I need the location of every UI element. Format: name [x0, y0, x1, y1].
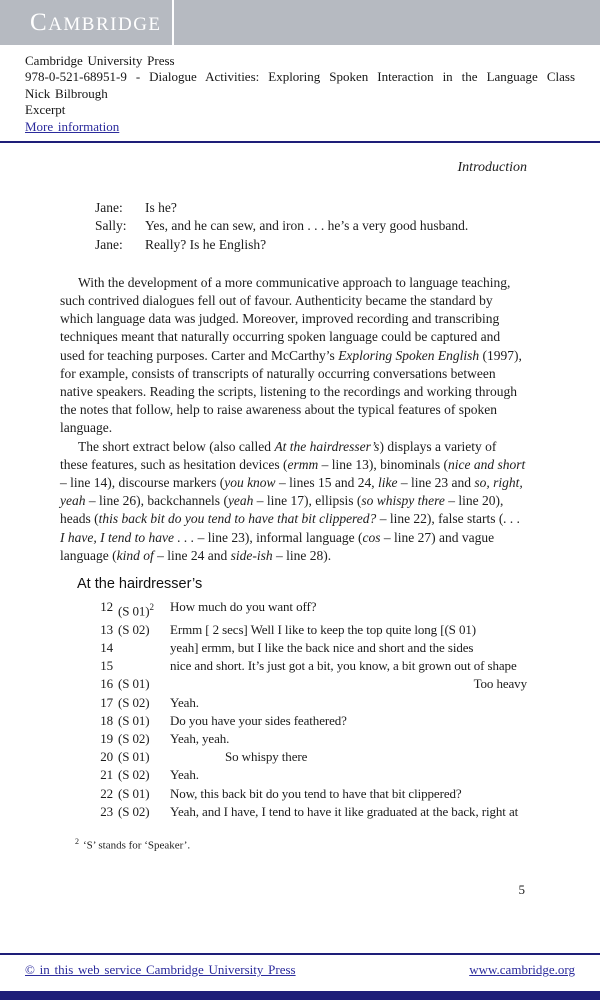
transcript-speaker [118, 639, 166, 657]
transcript-row [95, 712, 527, 730]
transcript-line-number: 14 [100, 640, 113, 656]
author-name: Nick Bilbrough [25, 85, 108, 101]
transcript-text: Ermm [ 2 secs] Well I like to keep the top quite long [(S 01) [170, 621, 476, 637]
transcript-row [95, 748, 527, 766]
transcript-row [95, 621, 527, 639]
banner-divider [172, 0, 174, 45]
dialogue-text: Is he? [145, 200, 177, 216]
transcript-speaker: (S 01) [118, 712, 150, 728]
dialogue-text: Yes, and he can sew, and iron . . . he’s a very good husband. [145, 218, 469, 234]
book-page [0, 143, 600, 899]
footnote-text: ‘S’ stands for ‘Speaker’. [83, 839, 191, 852]
transcript-line-number: 23 [100, 803, 113, 819]
excerpt-label: Excerpt [25, 102, 66, 118]
transcript-speaker: (S 02) [118, 803, 150, 819]
footnote [75, 833, 527, 855]
dialogue-line [95, 199, 527, 217]
transcript-speaker: (S 01) [118, 749, 150, 765]
transcript-speaker: (S 02) [118, 621, 150, 637]
transcript-line-number: 17 [100, 694, 113, 710]
transcript-row [95, 598, 527, 621]
transcript-line-number: 19 [100, 731, 113, 747]
transcript-text: Yeah, yeah. [170, 731, 230, 747]
transcript-speaker: (S 02) [118, 731, 150, 747]
bottom-bar [0, 991, 600, 1000]
transcript-text: Now, this back bit do you tend to have that bit clippered? [170, 785, 462, 801]
transcript-text: So whispy there [225, 749, 308, 765]
isbn-title: 978-0-521-68951-9 - Dialogue Activities: Exploring Spoken Interaction in the Language Class [25, 69, 575, 85]
dialogue-speaker: Jane: [95, 200, 123, 216]
transcript-speaker [118, 657, 166, 675]
transcript-row [95, 675, 527, 693]
transcript-line-number: 21 [100, 767, 113, 783]
transcript-text: Yeah, and I have, I tend to have it like graduated at the back, right at [170, 803, 519, 819]
transcript-line-number: 13 [100, 621, 113, 637]
transcript-row [95, 694, 527, 712]
transcript-speaker: (S 01) [118, 676, 150, 692]
transcript-row [95, 803, 527, 821]
publisher-name: Cambridge University Press [25, 53, 175, 68]
transcript-speaker: (S 01)$^2$ [118, 602, 154, 619]
dialogue-speaker: Sally: [95, 218, 127, 234]
speaker-footnote-ref: 2 [149, 602, 154, 613]
transcript-line-number: 15 [100, 658, 113, 674]
cambridge-url-link[interactable]: www.cambridge.org [469, 962, 575, 977]
transcript-line-number: 16 [100, 676, 113, 692]
transcript-row [95, 766, 527, 784]
running-head: Introduction [457, 160, 527, 176]
dialogue-line [95, 236, 527, 254]
transcript-text: Too heavy [473, 676, 527, 692]
transcript-row [95, 730, 527, 748]
transcript-speaker: (S 01) [118, 785, 150, 801]
paragraph-2: The short extract below (also called At the hairdresser’s) displays a variety of these features, such as hesitation devices (ermm – line 13), binominals (nice and short – line 14), discourse markers (you know – lines 15 and 24, like – line 23 and so, right, yeah – line 26), backchannels (yeah – line 17), ellipsis (so whispy there – line 20), heads (this back bit do you tend to have that bit clippered? – line 22), false starts (. . . I have, I tend to have . . . – line 23), informal language (cos – line 27) and vague language (kind of – line 24 and side-ish – line 28). [60, 438, 526, 563]
transcript-text: nice and short. It’s just got a bit, you know, a bit grown out of shape [170, 658, 517, 674]
transcript-line-number: 12 [100, 599, 113, 615]
transcript-text: Yeah. [170, 694, 199, 710]
transcript-row [95, 785, 527, 803]
transcript-row [95, 639, 527, 657]
transcript-text: Yeah. [170, 767, 199, 783]
transcript-line-number: 22 [100, 785, 113, 801]
copyright-link[interactable]: © in this web service Cambridge University Press [25, 962, 296, 977]
cambridge-logo: CAMBRIDGE [30, 8, 162, 36]
dialogue-line [95, 217, 527, 235]
dialogue-speaker: Jane: [95, 236, 123, 252]
footer-links [0, 955, 600, 978]
footnote-marker: 2 [75, 837, 79, 847]
header-block [0, 45, 600, 135]
transcript-text: yeah] ermm, but I like the back nice and short and the sides [170, 640, 474, 656]
transcript-line-number: 20 [100, 749, 113, 765]
paragraph-1: With the development of a more communicative approach to language teaching, such contrived dialogues fell out of favour. Authenticity became the standard by which language data was judged. Moreover, improved recording and transcribing techniques meant that naturally occurring spoken language could be captured and used for teaching purposes. Carter and McCarthy’s Exploring Spoken English (1997), for example, consists of transcripts of naturally occurring conversations between native speakers. Reading the scripts, listening to the recordings and working through the notes that follow, help to raise awareness about the typical features of spoken language. [60, 274, 522, 436]
dialogue-block [95, 199, 527, 254]
transcript-text: Do you have your sides feathered? [170, 712, 347, 728]
extract-title: At the hairdresser’s [77, 576, 203, 593]
transcript-text: How much do you want off? [170, 599, 317, 615]
footer [0, 953, 600, 1000]
cambridge-banner [0, 0, 600, 45]
transcript-block [95, 598, 527, 821]
transcript-speaker: (S 02) [118, 694, 150, 710]
more-information-link[interactable]: More information [25, 118, 120, 134]
transcript-speaker: (S 02) [118, 767, 150, 783]
page-number: 5 [518, 881, 525, 897]
transcript-line-number: 18 [100, 712, 113, 728]
dialogue-text: Really? Is he English? [145, 236, 267, 252]
transcript-row [95, 657, 527, 675]
